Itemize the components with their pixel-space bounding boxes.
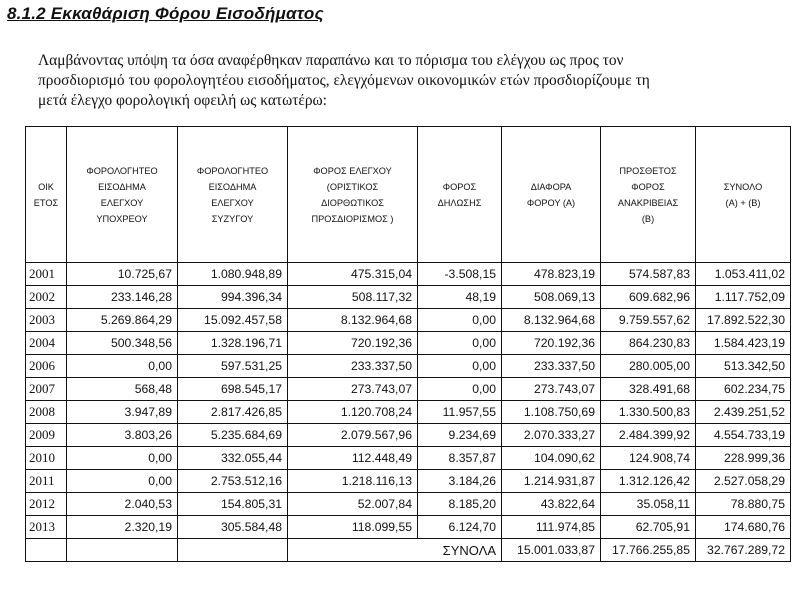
amount-cell: 0,00 xyxy=(67,470,178,493)
amount-cell: 174.680,76 xyxy=(696,516,791,539)
column-header-line: ΣΥΖΥΓΟΥ xyxy=(211,213,254,224)
amount-cell: 8.357,87 xyxy=(418,447,502,470)
column-header-line: (Β) xyxy=(641,213,655,224)
column-header-line: ΦΟΡΟΛΟΓΗΤΕΟ xyxy=(86,165,158,176)
amount-cell: 15.092.457,58 xyxy=(178,309,288,332)
amount-cell: 597.531,25 xyxy=(178,355,288,378)
column-header-line: ΦΟΡΟΥ (Α) xyxy=(526,197,576,208)
totals-blank-cell xyxy=(288,539,418,562)
amount-cell: 1.584.423,19 xyxy=(696,332,791,355)
amount-cell: 1.328.196,71 xyxy=(178,332,288,355)
amount-cell: 0,00 xyxy=(418,378,502,401)
amount-cell: 154.805,31 xyxy=(178,493,288,516)
amount-cell: 8.132.964,68 xyxy=(288,309,418,332)
total-diff-cell: 15.001.033,87 xyxy=(502,539,601,562)
grand-total-cell: 32.767.289,72 xyxy=(696,539,791,562)
year-cell: 2009 xyxy=(26,424,67,447)
year-cell: 2004 xyxy=(26,332,67,355)
amount-cell: 2.439.251,52 xyxy=(696,401,791,424)
table-row xyxy=(26,516,791,539)
tax-settlement-table xyxy=(25,126,791,562)
table-row xyxy=(26,378,791,401)
column-header xyxy=(502,127,601,263)
amount-cell: 2.753.512,16 xyxy=(178,470,288,493)
column-header-line: ΦΟΡΟΣ xyxy=(442,181,477,192)
amount-cell: 1.330.500,83 xyxy=(601,401,696,424)
amount-cell: 0,00 xyxy=(67,447,178,470)
year-cell: 2007 xyxy=(26,378,67,401)
amount-cell: 233.146,28 xyxy=(67,286,178,309)
year-cell: 2012 xyxy=(26,493,67,516)
amount-cell: 2.527.058,29 xyxy=(696,470,791,493)
amount-cell: 513.342,50 xyxy=(696,355,791,378)
column-header xyxy=(418,127,502,263)
table-row xyxy=(26,286,791,309)
column-header-line: ΦΟΡΟΣ xyxy=(631,181,665,192)
amount-cell: 332.055,44 xyxy=(178,447,288,470)
amount-cell: 233.337,50 xyxy=(502,355,601,378)
amount-cell: 8.185,20 xyxy=(418,493,502,516)
amount-cell: 500.348,56 xyxy=(67,332,178,355)
amount-cell: 864.230,83 xyxy=(601,332,696,355)
table-row xyxy=(26,424,791,447)
table-row xyxy=(26,401,791,424)
amount-cell: 698.545,17 xyxy=(178,378,288,401)
column-header-line: ΟΙΚ xyxy=(38,181,54,192)
column-header-line: ΕΛΕΓΧΟΥ xyxy=(100,197,144,208)
amount-cell: 1.120.708,24 xyxy=(288,401,418,424)
column-header xyxy=(26,127,67,263)
amount-cell: 111.974,85 xyxy=(502,516,601,539)
year-cell: 2002 xyxy=(26,286,67,309)
amount-cell: 10.725,67 xyxy=(67,263,178,286)
amount-cell: 478.823,19 xyxy=(502,263,601,286)
amount-cell: 1.214.931,87 xyxy=(502,470,601,493)
column-header-line: ΕΙΣΟΔΗΜΑ xyxy=(98,181,146,192)
amount-cell: 2.040,53 xyxy=(67,493,178,516)
amount-cell: 273.743,07 xyxy=(502,378,601,401)
year-cell: 2001 xyxy=(26,263,67,286)
totals-blank-cell xyxy=(178,539,288,562)
column-header-line: (Α) + (Β) xyxy=(725,197,761,208)
amount-cell: 508.069,13 xyxy=(502,286,601,309)
amount-cell: 280.005,00 xyxy=(601,355,696,378)
amount-cell: 6.124,70 xyxy=(418,516,502,539)
amount-cell: 508.117,32 xyxy=(288,286,418,309)
amount-cell: 78.880,75 xyxy=(696,493,791,516)
column-header xyxy=(67,127,178,263)
amount-cell: 1.312.126,42 xyxy=(601,470,696,493)
amount-cell: 1.117.752,09 xyxy=(696,286,791,309)
totals-label: ΣΥΝΟΛΑ xyxy=(418,539,502,562)
amount-cell: 2.320,19 xyxy=(67,516,178,539)
column-header-line: ΥΠΟΧΡΕΟΥ xyxy=(96,213,148,224)
amount-cell: 602.234,75 xyxy=(696,378,791,401)
amount-cell: 1.108.750,69 xyxy=(502,401,601,424)
amount-cell: 112.448,49 xyxy=(288,447,418,470)
amount-cell: 328.491,68 xyxy=(601,378,696,401)
column-header-line: ΔΗΛΩΣΗΣ xyxy=(437,197,482,208)
column-header-line: (ΟΡΙΣΤΙΚΟΣ xyxy=(326,181,379,192)
column-header xyxy=(288,127,418,263)
table-row xyxy=(26,263,791,286)
column-header-line: ΔΙΑΦΟΡΑ xyxy=(530,181,572,192)
amount-cell: 273.743,07 xyxy=(288,378,418,401)
amount-cell: 2.079.567,96 xyxy=(288,424,418,447)
amount-cell: 0,00 xyxy=(67,355,178,378)
year-cell: 2003 xyxy=(26,309,67,332)
amount-cell: 9.759.557,62 xyxy=(601,309,696,332)
paragraph-line: μετά έλεγχο φορολογική οφειλή ως κατωτέρω: xyxy=(38,92,327,109)
table-row xyxy=(26,309,791,332)
totals-blank-cell xyxy=(67,539,178,562)
amount-cell: 2.817.426,85 xyxy=(178,401,288,424)
totals-row xyxy=(26,539,791,562)
amount-cell: 475.315,04 xyxy=(288,263,418,286)
amount-cell: 3.803,26 xyxy=(67,424,178,447)
column-header xyxy=(696,127,791,263)
column-header-line: ΦΟΡΟΛΟΓΗΤΕΟ xyxy=(196,165,269,176)
table-row xyxy=(26,470,791,493)
amount-cell: 4.554.733,19 xyxy=(696,424,791,447)
amount-cell: 720.192,36 xyxy=(288,332,418,355)
amount-cell: 118.099,55 xyxy=(288,516,418,539)
table-row xyxy=(26,332,791,355)
amount-cell: 104.090,62 xyxy=(502,447,601,470)
amount-cell: 5.269.864,29 xyxy=(67,309,178,332)
year-cell: 2011 xyxy=(26,470,67,493)
amount-cell: 35.058,11 xyxy=(601,493,696,516)
amount-cell: 124.908,74 xyxy=(601,447,696,470)
amount-cell: 3.184,26 xyxy=(418,470,502,493)
intro-paragraph xyxy=(38,51,798,111)
amount-cell: 574.587,83 xyxy=(601,263,696,286)
column-header-line: ΑΝΑΚΡΙΒΕΙΑΣ xyxy=(617,197,679,208)
amount-cell: 0,00 xyxy=(418,332,502,355)
amount-cell: 2.070.333,27 xyxy=(502,424,601,447)
paragraph-line: προσδιορισμό του φορολογητέου εισοδήματος, ελεγχόμενων οικονομικών ετών προσδιορίζουμε τη xyxy=(38,72,650,89)
amount-cell: 9.234,69 xyxy=(418,424,502,447)
column-header-line: ΦΟΡΟΣ ΕΛΕΓΧΟΥ xyxy=(313,165,392,176)
column-header-line: ΕΤΟΣ xyxy=(33,197,59,208)
amount-cell: -3.508,15 xyxy=(418,263,502,286)
amount-cell: 609.682,96 xyxy=(601,286,696,309)
amount-cell: 17.892.522,30 xyxy=(696,309,791,332)
column-header-line: ΠΡΟΣΔΙΟΡΙΣΜΟΣ ) xyxy=(311,213,394,224)
amount-cell: 0,00 xyxy=(418,355,502,378)
table-row xyxy=(26,493,791,516)
amount-cell: 305.584,48 xyxy=(178,516,288,539)
table-row xyxy=(26,355,791,378)
amount-cell: 5.235.684,69 xyxy=(178,424,288,447)
amount-cell: 2.484.399,92 xyxy=(601,424,696,447)
column-header-line: ΠΡΟΣΘΕΤΟΣ xyxy=(619,165,677,176)
year-cell: 2006 xyxy=(26,355,67,378)
column-header-line: ΣΥΝΟΛΟ xyxy=(723,181,763,192)
totals-blank-cell xyxy=(26,539,67,562)
amount-cell: 8.132.964,68 xyxy=(502,309,601,332)
amount-cell: 52.007,84 xyxy=(288,493,418,516)
year-cell: 2010 xyxy=(26,447,67,470)
amount-cell: 1.053.411,02 xyxy=(696,263,791,286)
amount-cell: 720.192,36 xyxy=(502,332,601,355)
amount-cell: 568,48 xyxy=(67,378,178,401)
paragraph-line: Λαμβάνοντας υπόψη τα όσα αναφέρθηκαν παραπάνω και το πόρισμα του ελέγχου ως προς τον xyxy=(38,52,624,69)
amount-cell: 228.999,36 xyxy=(696,447,791,470)
amount-cell: 1.080.948,89 xyxy=(178,263,288,286)
column-header-line: ΔΙΟΡΘΩΤΙΚΟΣ xyxy=(321,197,384,208)
amount-cell: 1.218.116,13 xyxy=(288,470,418,493)
amount-cell: 233.337,50 xyxy=(288,355,418,378)
amount-cell: 62.705,91 xyxy=(601,516,696,539)
amount-cell: 43.822,64 xyxy=(502,493,601,516)
year-cell: 2013 xyxy=(26,516,67,539)
section-heading: 8.1.2 Εκκαθάριση Φόρου Εισοδήματος xyxy=(7,4,324,23)
column-header xyxy=(178,127,288,263)
amount-cell: 48,19 xyxy=(418,286,502,309)
amount-cell: 3.947,89 xyxy=(67,401,178,424)
column-header-line: ΕΙΣΟΔΗΜΑ xyxy=(208,181,257,192)
amount-cell: 994.396,34 xyxy=(178,286,288,309)
table-header-row xyxy=(26,127,791,263)
amount-cell: 0,00 xyxy=(418,309,502,332)
column-header xyxy=(601,127,696,263)
column-header-line: ΕΛΕΓΧΟΥ xyxy=(211,197,254,208)
total-penalty-cell: 17.766.255,85 xyxy=(601,539,696,562)
amount-cell: 11.957,55 xyxy=(418,401,502,424)
year-cell: 2008 xyxy=(26,401,67,424)
table-row xyxy=(26,447,791,470)
